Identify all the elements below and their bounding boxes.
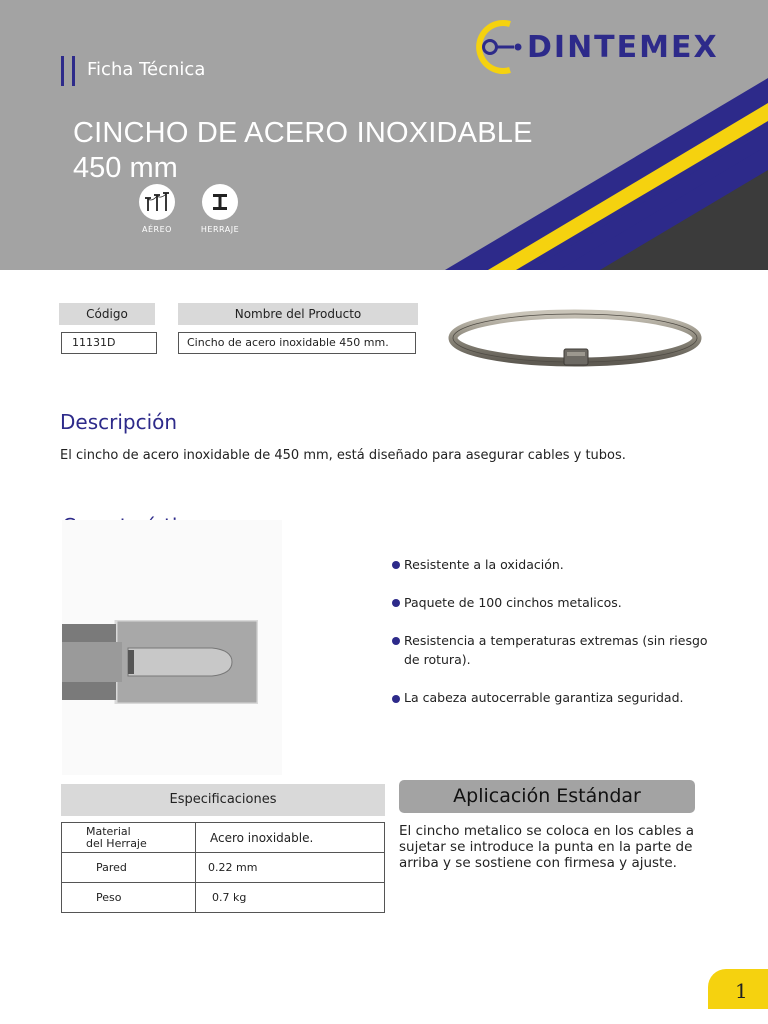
bullet-dot-icon <box>392 637 400 645</box>
spec-value: 0.22 mm <box>196 853 385 883</box>
utility-poles-icon <box>139 184 175 220</box>
bullet-dot-icon <box>392 599 400 607</box>
page-title-size: 450 mm <box>73 152 178 184</box>
description-heading: Descripción <box>60 410 178 434</box>
spec-label: Pared <box>62 853 196 883</box>
feature-image <box>62 620 258 704</box>
feature-item: La cabeza autocerrable garantiza seguridad. <box>392 688 732 707</box>
badge-label-herraje: HERRAJE <box>200 225 240 234</box>
spec-value: Acero inoxidable. <box>196 823 385 853</box>
bullet-dot-icon <box>392 695 400 703</box>
accent-bar <box>61 56 64 86</box>
header-banner <box>0 0 768 270</box>
product-image <box>448 306 704 374</box>
doc-subtitle: Ficha Técnica <box>87 59 206 80</box>
description-text: El cincho de acero inoxidable de 450 mm, está diseñado para asegurar cables y tubos. <box>60 448 626 463</box>
feature-item: Resistente a la oxidación. <box>392 555 732 574</box>
bullet-dot-icon <box>392 561 400 569</box>
table-row <box>62 883 385 913</box>
page-number: 1 <box>735 979 748 1003</box>
specs-table <box>61 822 385 913</box>
brand-logo: DINTEMEX <box>527 30 719 65</box>
spec-label: Material del Herraje <box>62 823 196 853</box>
product-name-header: Nombre del Producto <box>178 303 418 325</box>
specs-heading: Especificaciones <box>61 784 385 816</box>
spec-value: 0.7 kg <box>196 883 385 913</box>
code-header: Código <box>59 303 155 325</box>
table-row <box>62 853 385 883</box>
spec-label: Peso <box>62 883 196 913</box>
accent-bar <box>72 56 75 86</box>
application-heading: Aplicación Estándar <box>399 780 695 813</box>
page-title: CINCHO DE ACERO INOXIDABLE <box>73 117 533 149</box>
dintemex-logo-icon <box>472 18 528 76</box>
code-value: 11131D <box>61 332 157 354</box>
product-name-value: Cincho de acero inoxidable 450 mm. <box>178 332 416 354</box>
feature-item: Resistencia a temperaturas extremas (sin riesgo de rotura). <box>392 631 732 669</box>
feature-item: Paquete de 100 cinchos metalicos. <box>392 593 732 612</box>
badge-label-aereo: AÉREO <box>142 225 172 234</box>
application-text: El cincho metalico se coloca en los cables a sujetar se introduce la punta en la parte de arriba y se sostiene con firmesa y ajuste. <box>399 823 695 871</box>
i-beam-icon <box>202 184 238 220</box>
table-row <box>62 823 385 853</box>
